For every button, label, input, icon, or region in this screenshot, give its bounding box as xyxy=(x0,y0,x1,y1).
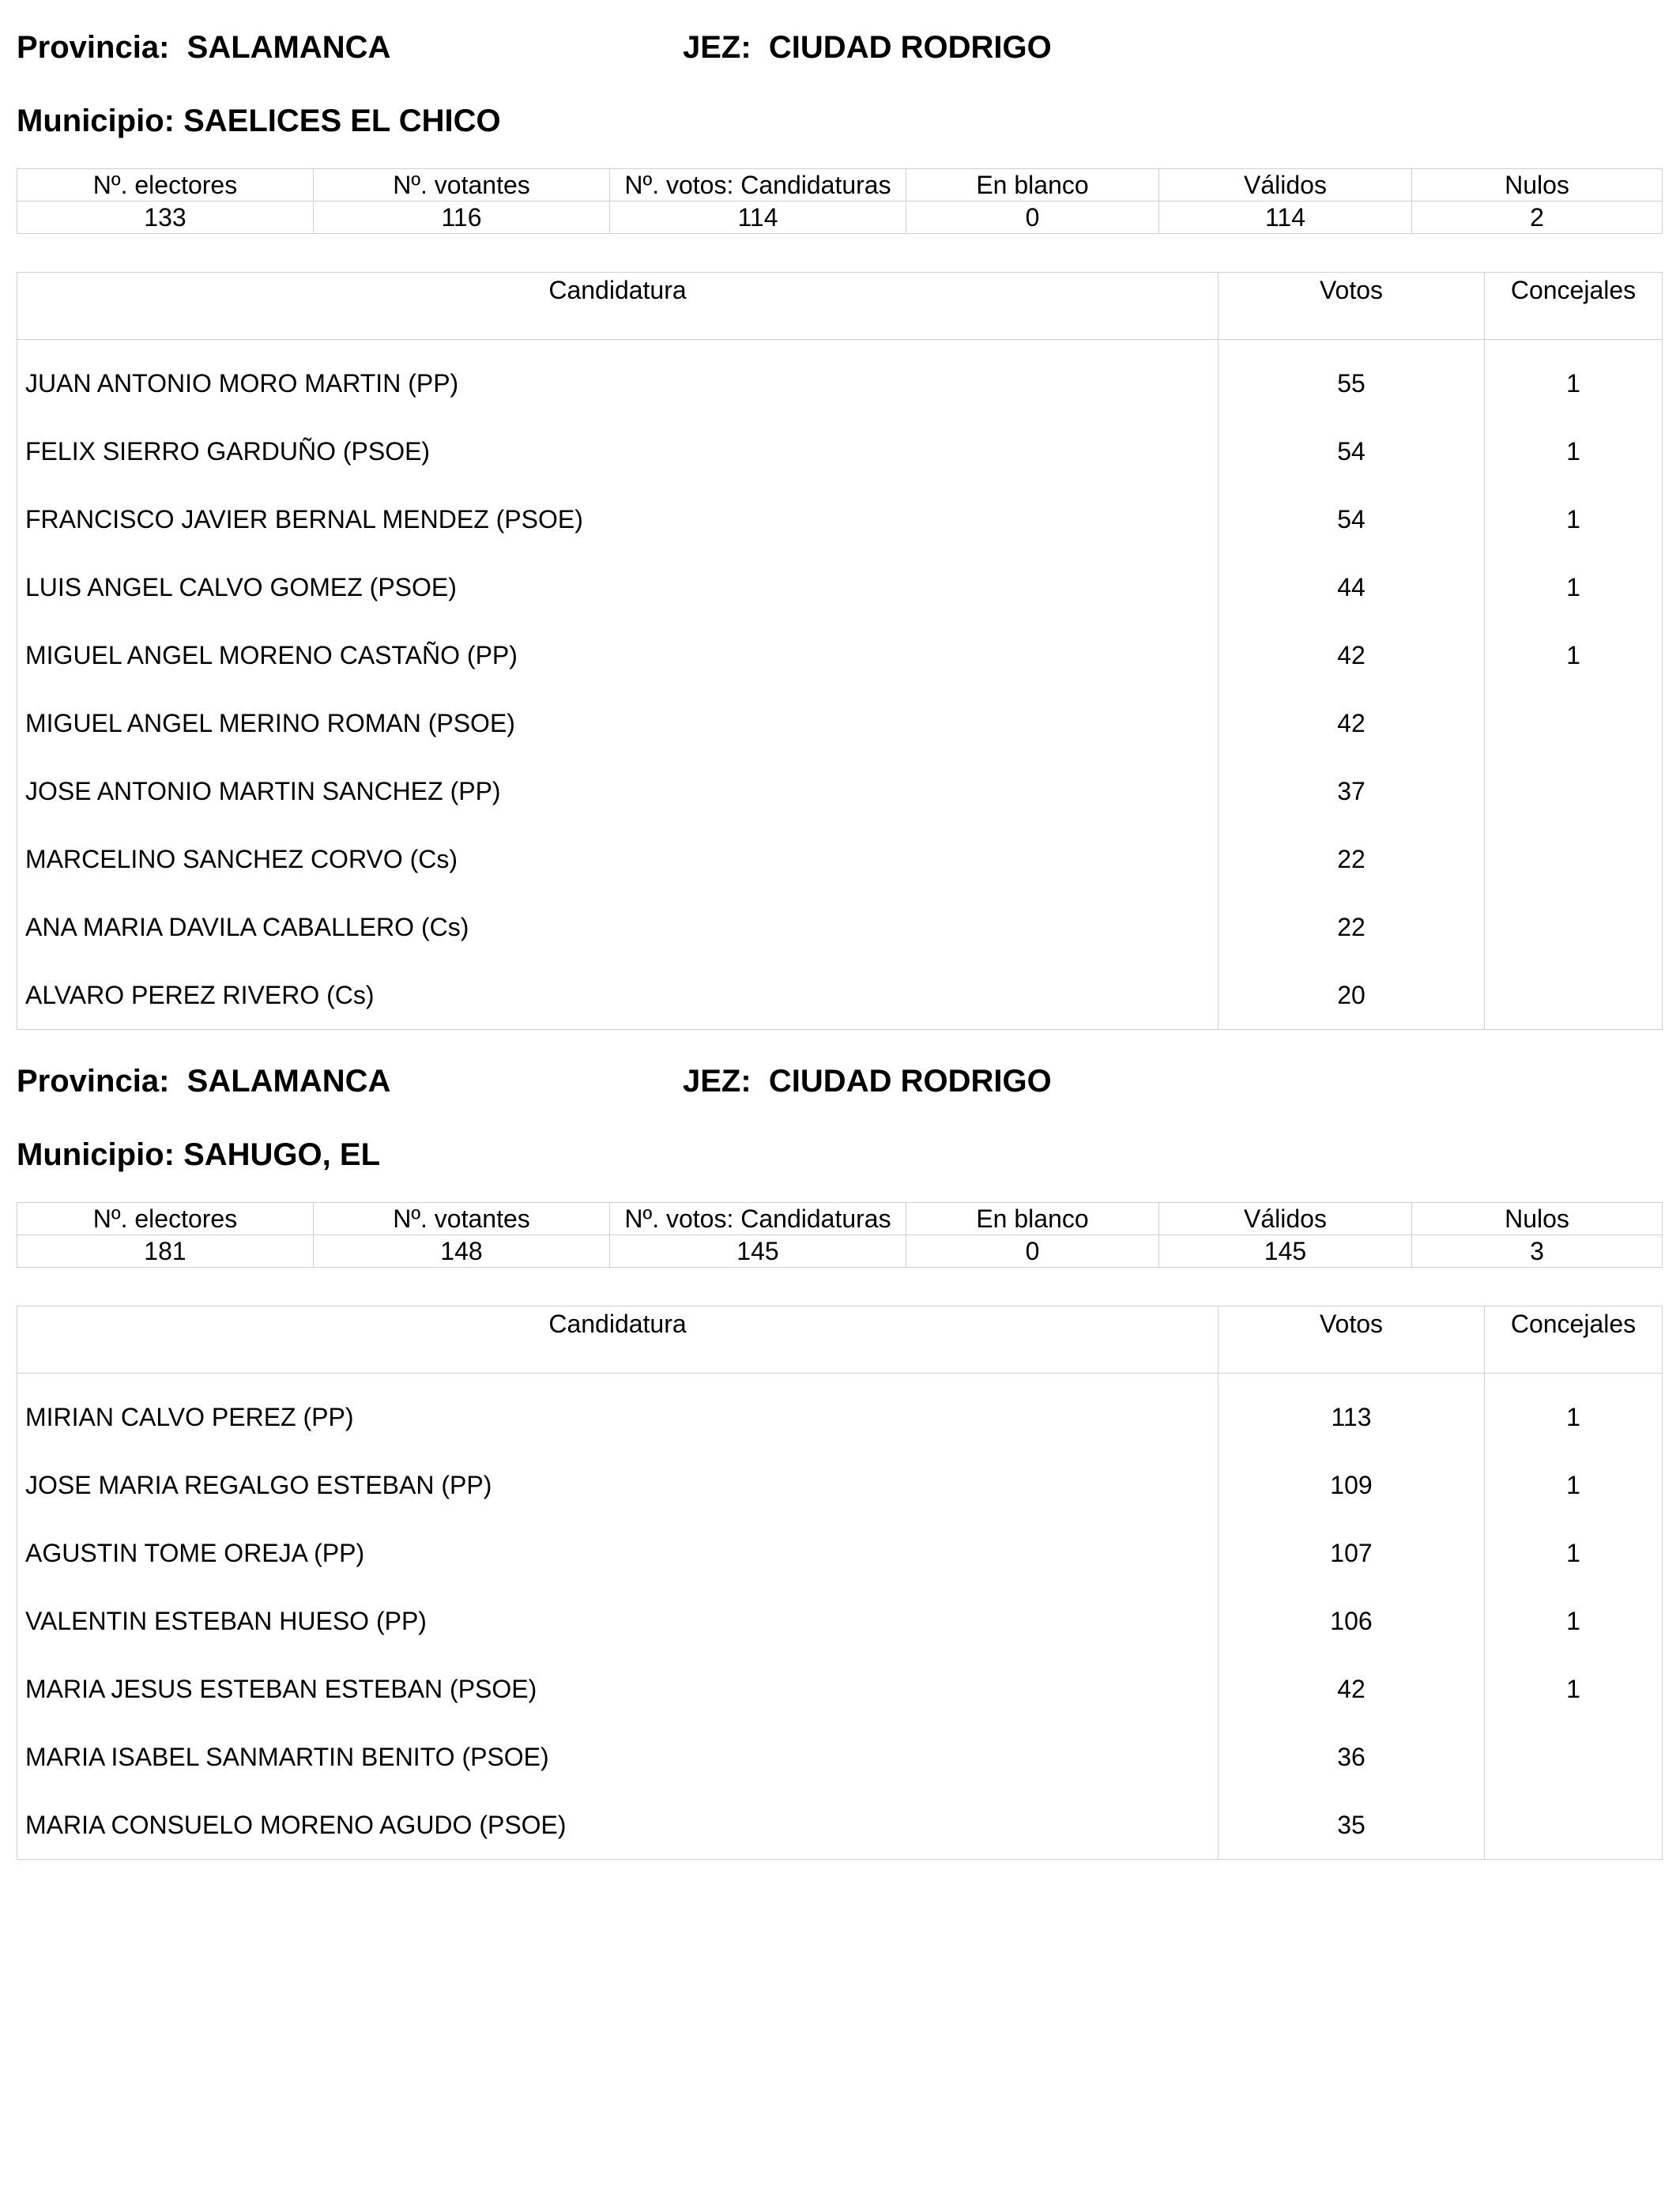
table-row xyxy=(17,1655,1663,1723)
table-row xyxy=(17,961,1663,1030)
stats-value-cell: 116 xyxy=(314,202,610,234)
candidate-concejales: 1 xyxy=(1485,1655,1663,1723)
candidate-concejales: 1 xyxy=(1485,1587,1663,1655)
candidate-votes: 55 xyxy=(1219,349,1485,417)
table-row xyxy=(17,485,1663,553)
stats-value-cell: 3 xyxy=(1412,1235,1663,1268)
municipality-section xyxy=(0,1034,1680,2061)
stats-value-cell: 114 xyxy=(1159,202,1412,234)
candidate-concejales xyxy=(1485,1791,1663,1860)
table-spacer xyxy=(17,1374,1663,1384)
candidates-header-row xyxy=(17,273,1663,340)
candidate-votes: 109 xyxy=(1219,1451,1485,1519)
candidate-name: AGUSTIN TOME OREJA (PP) xyxy=(17,1519,1219,1587)
stats-header-cell: En blanco xyxy=(906,169,1159,202)
jez-label: JEZ: xyxy=(683,1064,751,1099)
candidate-name: MARIA ISABEL SANMARTIN BENITO (PSOE) xyxy=(17,1723,1219,1791)
table-row xyxy=(17,893,1663,961)
stats-value-cell: 145 xyxy=(610,1235,906,1268)
stats-header-row xyxy=(17,169,1663,202)
municipio-value: SAHUGO, EL xyxy=(183,1137,380,1172)
candidate-votes: 42 xyxy=(1219,689,1485,757)
candidate-concejales xyxy=(1485,757,1663,825)
candidate-name: LUIS ANGEL CALVO GOMEZ (PSOE) xyxy=(17,553,1219,621)
candidates-header-cell: Candidatura xyxy=(17,1306,1219,1374)
provincia-label: Provincia: xyxy=(17,30,170,65)
table-row xyxy=(17,757,1663,825)
candidate-votes: 20 xyxy=(1219,961,1485,1030)
candidates-table xyxy=(17,272,1663,1030)
stats-header-cell: Nº. votos: Candidaturas xyxy=(610,1203,906,1235)
candidate-votes: 42 xyxy=(1219,621,1485,689)
stats-value-row xyxy=(17,202,1663,234)
stats-header-cell: Nulos xyxy=(1412,169,1663,202)
candidate-name: ALVARO PEREZ RIVERO (Cs) xyxy=(17,961,1219,1030)
stats-header-cell: Nº. votantes xyxy=(314,1203,610,1235)
candidate-votes: 22 xyxy=(1219,893,1485,961)
stats-header-cell: Válidos xyxy=(1159,1203,1412,1235)
table-row xyxy=(17,1587,1663,1655)
table-row xyxy=(17,1451,1663,1519)
stats-header-cell: Nº. electores xyxy=(17,169,314,202)
candidate-name: MIGUEL ANGEL MERINO ROMAN (PSOE) xyxy=(17,689,1219,757)
provincia-value: SALAMANCA xyxy=(186,1064,391,1099)
stats-value-row xyxy=(17,1235,1663,1268)
provincia-heading xyxy=(17,1065,390,1097)
candidate-name: VALENTIN ESTEBAN HUESO (PP) xyxy=(17,1587,1219,1655)
candidate-votes: 54 xyxy=(1219,417,1485,485)
stats-value-cell: 133 xyxy=(17,202,314,234)
provincia-label: Provincia: xyxy=(17,1064,170,1099)
candidate-votes: 37 xyxy=(1219,757,1485,825)
candidate-name: FRANCISCO JAVIER BERNAL MENDEZ (PSOE) xyxy=(17,485,1219,553)
candidate-name: MIRIAN CALVO PEREZ (PP) xyxy=(17,1383,1219,1451)
candidates-header-cell: Concejales xyxy=(1485,1306,1663,1374)
candidate-name: MARCELINO SANCHEZ CORVO (Cs) xyxy=(17,825,1219,893)
stats-header-cell: Nº. electores xyxy=(17,1203,314,1235)
candidate-concejales: 1 xyxy=(1485,553,1663,621)
table-row xyxy=(17,689,1663,757)
jez-heading xyxy=(683,32,1052,63)
stats-value-cell: 181 xyxy=(17,1235,314,1268)
candidate-concejales: 1 xyxy=(1485,417,1663,485)
table-row xyxy=(17,553,1663,621)
table-row xyxy=(17,1519,1663,1587)
candidate-name: MARIA CONSUELO MORENO AGUDO (PSOE) xyxy=(17,1791,1219,1860)
candidate-name: FELIX SIERRO GARDUÑO (PSOE) xyxy=(17,417,1219,485)
candidate-concejales: 1 xyxy=(1485,1519,1663,1587)
jez-label: JEZ: xyxy=(683,30,751,65)
municipio-value: SAELICES EL CHICO xyxy=(183,104,501,138)
stats-value-cell: 0 xyxy=(906,202,1159,234)
candidates-header-row xyxy=(17,1306,1663,1374)
stats-header-cell: En blanco xyxy=(906,1203,1159,1235)
stats-header-cell: Válidos xyxy=(1159,169,1412,202)
municipio-label: Municipio: xyxy=(17,104,175,138)
table-spacer xyxy=(17,340,1663,350)
jez-heading xyxy=(683,1065,1052,1097)
candidate-votes: 42 xyxy=(1219,1655,1485,1723)
candidate-concejales xyxy=(1485,825,1663,893)
candidate-votes: 107 xyxy=(1219,1519,1485,1587)
provincia-value: SALAMANCA xyxy=(186,30,391,65)
candidates-header-cell: Votos xyxy=(1219,273,1485,340)
candidates-header-cell: Concejales xyxy=(1485,273,1663,340)
candidate-concejales: 1 xyxy=(1485,349,1663,417)
table-row xyxy=(17,621,1663,689)
candidate-concejales xyxy=(1485,893,1663,961)
table-row xyxy=(17,1723,1663,1791)
candidate-concejales xyxy=(1485,961,1663,1030)
summary-stats-table xyxy=(17,168,1663,234)
candidate-name: ANA MARIA DAVILA CABALLERO (Cs) xyxy=(17,893,1219,961)
candidate-concejales xyxy=(1485,689,1663,757)
municipio-heading xyxy=(17,1139,380,1171)
stats-value-cell: 114 xyxy=(610,202,906,234)
candidate-concejales xyxy=(1485,1723,1663,1791)
stats-header-cell: Nulos xyxy=(1412,1203,1663,1235)
municipality-section xyxy=(0,0,1680,1027)
stats-value-cell: 2 xyxy=(1412,202,1663,234)
stats-value-cell: 0 xyxy=(906,1235,1159,1268)
table-row xyxy=(17,417,1663,485)
municipio-heading xyxy=(17,105,501,137)
candidate-concejales: 1 xyxy=(1485,621,1663,689)
candidates-header-cell: Votos xyxy=(1219,1306,1485,1374)
jez-value: CIUDAD RODRIGO xyxy=(768,1064,1052,1099)
candidate-votes: 35 xyxy=(1219,1791,1485,1860)
stats-value-cell: 145 xyxy=(1159,1235,1412,1268)
municipio-label: Municipio: xyxy=(17,1137,175,1172)
table-row xyxy=(17,349,1663,417)
candidate-votes: 44 xyxy=(1219,553,1485,621)
candidate-name: JUAN ANTONIO MORO MARTIN (PP) xyxy=(17,349,1219,417)
candidate-votes: 22 xyxy=(1219,825,1485,893)
candidate-votes: 36 xyxy=(1219,1723,1485,1791)
stats-header-row xyxy=(17,1203,1663,1235)
stats-header-cell: Nº. votantes xyxy=(314,169,610,202)
candidate-name: MARIA JESUS ESTEBAN ESTEBAN (PSOE) xyxy=(17,1655,1219,1723)
candidate-votes: 113 xyxy=(1219,1383,1485,1451)
table-row xyxy=(17,1791,1663,1860)
candidate-concejales: 1 xyxy=(1485,1383,1663,1451)
candidate-name: JOSE ANTONIO MARTIN SANCHEZ (PP) xyxy=(17,757,1219,825)
stats-header-cell: Nº. votos: Candidaturas xyxy=(610,169,906,202)
table-row xyxy=(17,1383,1663,1451)
table-row xyxy=(17,825,1663,893)
candidates-table xyxy=(17,1306,1663,1860)
candidate-name: JOSE MARIA REGALGO ESTEBAN (PP) xyxy=(17,1451,1219,1519)
candidate-concejales: 1 xyxy=(1485,1451,1663,1519)
stats-value-cell: 148 xyxy=(314,1235,610,1268)
candidate-votes: 106 xyxy=(1219,1587,1485,1655)
candidate-concejales: 1 xyxy=(1485,485,1663,553)
jez-value: CIUDAD RODRIGO xyxy=(768,30,1052,65)
candidates-header-cell: Candidatura xyxy=(17,273,1219,340)
summary-stats-table xyxy=(17,1202,1663,1268)
provincia-heading xyxy=(17,32,390,63)
candidate-name: MIGUEL ANGEL MORENO CASTAÑO (PP) xyxy=(17,621,1219,689)
candidate-votes: 54 xyxy=(1219,485,1485,553)
